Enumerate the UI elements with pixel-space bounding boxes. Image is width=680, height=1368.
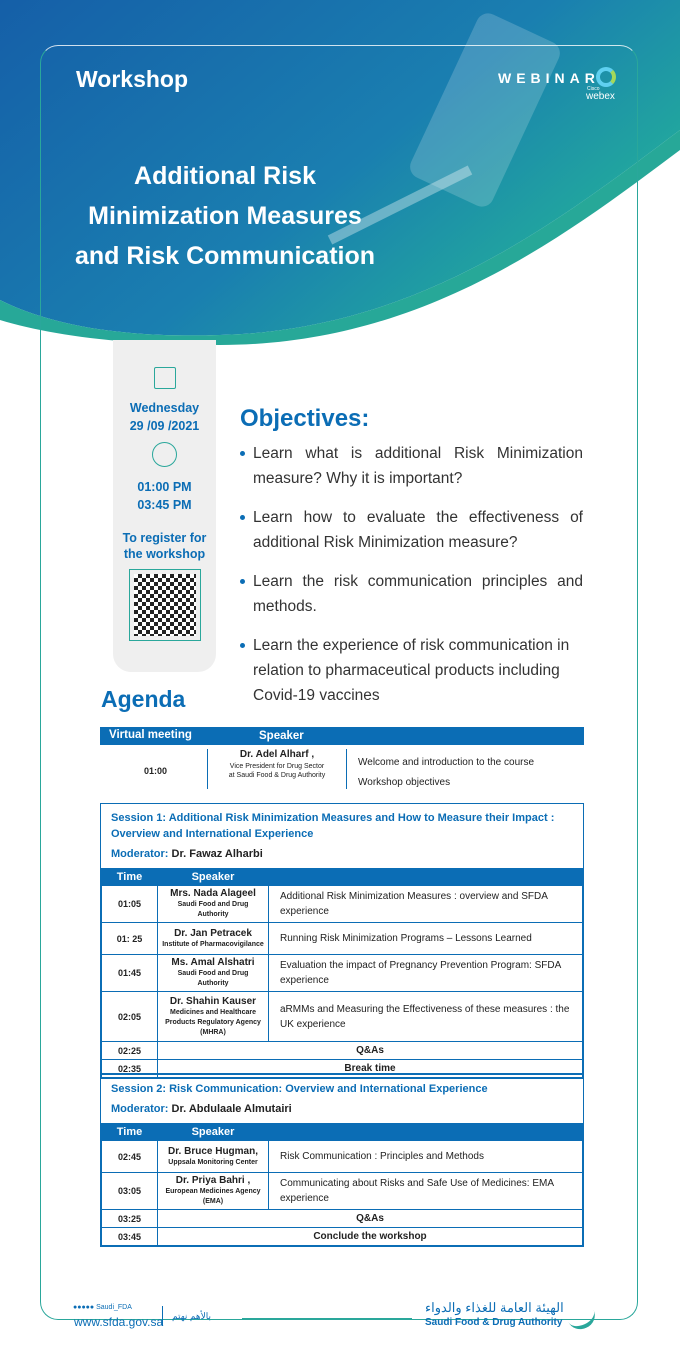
org-name-english: Saudi Food & Drug Authority [425,1317,563,1328]
register-text: To register for the workshop [122,531,207,561]
speaker-name: Dr. Priya Bahri , [175,1175,251,1186]
row-topic: Additional Risk Minimization Measures : overview and SFDA experience [269,886,583,923]
session-2 [100,1073,584,1247]
objective-item: Learn what is additional Risk Minimization measure? Why it is important? [240,441,583,491]
webex-logo-icon [596,67,616,87]
cisco-logo-text: Cisco [587,86,600,92]
event-date: 29 /09 /2021 [129,419,200,433]
table-row [102,1042,583,1060]
divider [162,1306,163,1326]
speaker-name: Ms. Amal Alshatri [171,957,255,968]
table-row [102,1210,583,1228]
session-title: Additional Risk Minimization Measures and How to Measure their Impact : Overview and International Experience [111,812,555,840]
slogan-arabic: بالأهم نهتم [172,1311,211,1321]
clock-icon [152,442,177,467]
webex-logo-text: webex [586,91,615,102]
end-time: 03:45 PM [137,498,192,512]
moderator [111,1101,573,1117]
row-text: Q&As [158,1042,583,1060]
col-speaker: Speaker [158,1124,269,1141]
col-speaker: Speaker [259,730,304,742]
intro-row [100,745,584,793]
speaker-org: European Medicines Agency (EMA) [165,1188,261,1205]
session-1 [100,803,584,1079]
agenda-heading: Agenda [101,686,186,712]
row-time: 02:05 [102,992,158,1042]
table-row [102,1141,583,1173]
org-name-arabic: الهيئة العامة للغذاء والدواء [425,1300,564,1315]
objective-item: Learn the experience of risk communication in relation to pharmaceutical products including Covid-19 vaccines [240,633,583,708]
row-time: 02:25 [102,1042,158,1060]
row-time: 02:35 [102,1060,158,1078]
moderator-name: Dr. Fawaz Alharbi [171,848,263,860]
speaker-org: Vice President for Drug Sector [229,763,325,770]
row-time: 03:05 [102,1173,158,1210]
speaker-name: Mrs. Nada Alageel [170,888,256,899]
col-topic [269,1124,583,1141]
page-title [70,156,380,276]
session-heading [101,1075,583,1123]
intro-topic: Workshop objectives [358,777,451,788]
moderator-name: Dr. Abdulaale Almutairi [171,1103,292,1115]
row-time: 01: 25 [102,923,158,955]
speaker-org: Institute of Pharmacovigilance [162,940,264,948]
session-label: Session 1: [111,812,167,824]
row-topic: Risk Communication : Principles and Methods [269,1141,583,1173]
speaker-org: at Saudi Food & Drug Authority [228,772,326,779]
table-row [102,923,583,955]
row-topic: aRMMs and Measuring the Effectiveness of these measures : the UK experience [269,992,583,1042]
qr-code[interactable] [134,574,196,636]
row-text: Q&As [158,1210,583,1228]
intro-topics [358,753,534,793]
row-speaker [158,923,269,955]
row-time: 02:45 [102,1141,158,1173]
session-label: Session 2: [111,1083,167,1095]
row-speaker [158,886,269,923]
row-topic: Running Risk Minimization Programs – Lessons Learned [269,923,583,955]
row-speaker [158,1141,269,1173]
row-time: 03:25 [102,1210,158,1228]
row-text: Conclude the workshop [158,1228,583,1246]
speaker-name: Dr. Jan Petracek [174,927,252,939]
row-time: 01:45 [102,955,158,992]
title-line: Additional Risk [134,162,316,190]
row-speaker [158,955,269,992]
speaker-org: Saudi Food and Drug Authority [177,970,249,987]
row-speaker [158,992,269,1042]
social-handle[interactable]: ●●●●● Saudi_FDA [73,1304,132,1311]
moderator-label: Moderator: [111,1103,169,1115]
table-row [102,1173,583,1210]
row-topic: Evaluation the impact of Pregnancy Prevention Program: SFDA experience [269,955,583,992]
col-time: Time [102,1124,158,1141]
workshop-label: Workshop [76,66,189,92]
moderator [111,846,573,862]
row-speaker [158,1173,269,1210]
session-title: Risk Communication: Overview and International Experience [169,1083,488,1095]
speaker-name: Dr. Adel Alharf , [239,749,315,760]
moderator-label: Moderator: [111,848,169,860]
objective-item: Learn how to evaluate the effectiveness of additional Risk Minimization measure? [240,505,583,555]
intro-speaker [207,749,347,789]
speaker-org: Medicines and Healthcare Products Regulatory Agency (MHRA) [165,1008,261,1036]
intro-header [100,727,584,745]
row-time: 03:45 [102,1228,158,1246]
event-day: Wednesday [129,401,200,415]
event-info-card [113,340,216,672]
row-time: 01:05 [102,886,158,923]
start-time: 01:00 PM [137,480,192,494]
website-link[interactable]: www.sfda.gov.sa [74,1315,164,1329]
table-row [102,992,583,1042]
title-line: Minimization Measures [88,202,362,230]
col-time: Time [102,869,158,886]
footer-line [242,1318,412,1319]
table-header [102,1124,583,1141]
handle-text: Saudi_FDA [96,1304,132,1311]
speaker-name: Dr. Bruce Hugman, [167,1145,259,1157]
speaker-org: Uppsala Monitoring Center [168,1158,258,1166]
table-header [102,869,583,886]
intro-time: 01:00 [144,766,168,776]
speaker-name: Dr. Shahin Kauser [169,995,257,1007]
title-line: and Risk Communication [74,242,376,270]
objective-item: Learn the risk communication principles and methods. [240,569,583,619]
col-virtual-meeting: Virtual meeting [109,729,192,741]
col-topic [269,869,583,886]
session-table [101,1123,583,1246]
objectives-heading: Objectives: [240,405,370,432]
table-row [102,1228,583,1246]
table-row [102,955,583,992]
calendar-icon [154,367,176,389]
session-heading [101,804,583,868]
row-topic: Communicating about Risks and Safe Use of Medicines: EMA experience [269,1173,583,1210]
row-text: Break time [158,1060,583,1078]
speaker-org: Saudi Food and Drug Authority [177,901,249,918]
table-row [102,886,583,923]
session-table [101,868,583,1078]
webinar-label: WEBINAR [498,70,600,86]
col-speaker: Speaker [158,869,269,886]
intro-topic: Welcome and introduction to the course [358,757,535,768]
